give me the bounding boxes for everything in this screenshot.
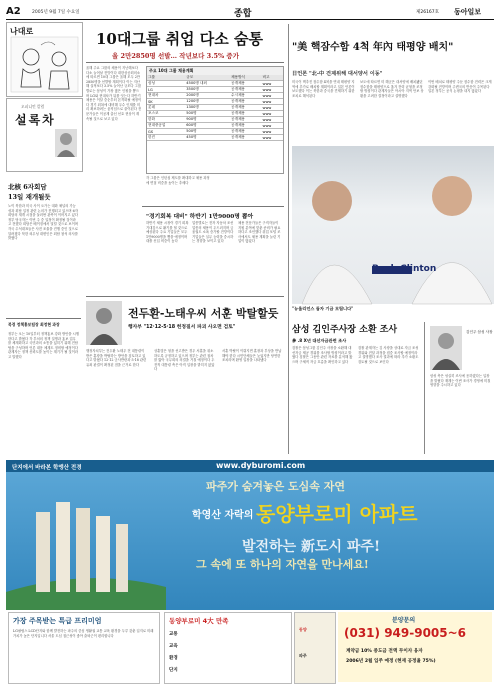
samsung-article: [292, 322, 494, 457]
table-cell: GS: [147, 129, 185, 135]
table-cell: 공개채용: [230, 111, 261, 117]
columnist-portrait: [55, 129, 77, 157]
table-header: 규모: [185, 75, 230, 81]
ad-site[interactable]: www.dyburomi.com: [216, 461, 306, 470]
map-label: 파주: [299, 653, 307, 658]
middle-article: [86, 296, 284, 457]
column-divider: [288, 24, 289, 454]
table-row: [147, 135, 283, 141]
sub-box-body-3: 채용 전문가들은 구직자들이 지원 분야에 맞춘 준비가 필요하다고 조언했다 취업 포털 조사에서도 채용 계획을 늘린 기업이 많았다: [238, 221, 281, 244]
table-cell: www: [262, 81, 283, 87]
table-cell: 공개채용: [230, 81, 261, 87]
table-cell: 공개채용: [230, 117, 261, 123]
ad-tagline: 파주가 숨겨놓은 도심속 자연: [206, 480, 345, 493]
table-cell: 450명: [185, 135, 230, 141]
paper-logo: 동아일보: [454, 7, 482, 16]
right-body-3: 이번 배치로 태평양 주둔 잠수함 전력은 크게 강화될 전망이며 주변국의 반응이 주목된다 일본 정부는 공식 논평을 내지 않았다: [428, 80, 493, 94]
benefit-item: 교통: [169, 632, 178, 637]
table-cell: 공개채용: [230, 99, 261, 105]
middle-body-3: 서훈 박탈이 이뤄지면 훈장과 부상을 반납해야 한다 시민단체들은 늦었지만 당연한 조치라며 환영 입장을 나타냈다: [222, 349, 282, 363]
table-cell: 현대차: [147, 93, 185, 99]
benefit-title: 동양부로미 4大 만족: [169, 617, 229, 625]
table-cell: 공개채용: [230, 87, 261, 93]
benefit-head: 가장 주목받는 특급 프리미엄: [13, 616, 102, 625]
right-article: [292, 22, 494, 322]
ad-banner-left: 단지에서 바라본 학앵산 전경: [12, 465, 82, 471]
sub-box-title: "경기회복 대비" 하반기 1만9000명 뽑아: [146, 214, 254, 220]
samsung-subhead: 參 .8 X년 대선자금관련 조사: [292, 338, 347, 343]
middle-body-2: 상훈법은 형을 선고받은 경우 서훈을 취소하도록 규정하고 있으며 정부는 관련 절차를 밟아 국무회의 의결을 거칠 예정이다 두 전직 대통령 측은 아직 입장을 밝히지 않았다: [154, 349, 216, 372]
issue-date: 2005년 9월 7일 수요일: [32, 10, 80, 15]
table-cell: 3500명: [185, 87, 230, 93]
table-cell: www: [262, 117, 283, 123]
table-cell: 500명: [185, 111, 230, 117]
table-cell: 수시채용: [230, 93, 261, 99]
table-cell: 900명: [185, 117, 230, 123]
portrait-illustration: [430, 326, 462, 370]
cartoon-title: 나대로: [10, 27, 34, 36]
table-header: 그룹: [147, 75, 185, 81]
ad-bottom-panel: [6, 610, 494, 685]
table-cell: www: [262, 93, 283, 99]
middle-photo-illustration: [86, 301, 122, 345]
section-label: 종합: [234, 9, 252, 19]
middle-body-1: 행정자치부는 전두환 노태우 전 대통령이 받은 훈장을 박탈하는 방안을 검토하고 있다고 밝혔다 12·12 군사반란과 5·18 관련 유죄 판결이 확정된 점을 근거로 한다: [86, 349, 148, 367]
table-cell: 공개채용: [230, 123, 261, 129]
contact-box: [338, 612, 492, 682]
samsung-body-2: 검찰 관계자는 김 사장을 상대로 자금 조성 경위와 전달 과정을 집중 조사할 예정이라고 설명했다 조사 결과에 따라 추가 소환도 검토될 것으로 보인다: [358, 346, 420, 364]
table-cell: www: [262, 111, 283, 117]
table-cell: 1200명: [185, 99, 230, 105]
samsung-body-1: 검찰은 삼성그룹 김인주 사장을 소환해 대선자금 제공 경위를 조사할 방침이라고 밝혔다 검찰은 그동안 관련 자료를 분석해 왔으며 구체적 자금 흐름을 확인하고 있다: [292, 346, 353, 364]
benefit-item: 교육: [169, 644, 178, 649]
sub-box-body-1: 하반기 채용 시장이 경기 회복 기대감으로 활기를 띨 것으로 예상된다 주요 기업들은 모두 1만9000명을 뽑을 예정이며 대졸 신입 비중이 높다: [146, 221, 190, 244]
column-title: 설록차: [15, 113, 56, 127]
lead-headline: 10대그룹 취업 다소 숨통: [96, 30, 263, 48]
benefit-body: LG필립스 LCD단지와 함께 발전하는 파주의 중심 생활권 교통 교육 환경을 두루 갖춘 입지로 미래 가치가 높은 단지입니다 서울 도심 접근성이 좋아 출퇴근이 편리합니다: [13, 629, 155, 638]
sub-box: [142, 206, 284, 293]
masthead: [6, 6, 494, 18]
table-cell: www: [262, 135, 283, 141]
samsung-headline: 삼성 김인주사장 소환 조사: [292, 325, 398, 335]
ad-slogan-2: 그 속에 또 하나의 자연을 만나세요!: [196, 558, 369, 571]
benefit-box: [8, 612, 160, 684]
table-cell: 600명: [185, 123, 230, 129]
table-header: 비고: [262, 75, 283, 81]
table-cell: 공개채용: [230, 105, 261, 111]
middle-subhead: 행자부 "12·12-5·18 헌정질서 파괴 사오면 검토": [128, 325, 236, 330]
samsung-body-3: 삼성 측은 성실히 조사에 응하겠다는 입장을 밝혔다 재계는 이번 조사가 경영에 미칠 영향을 주시하고 있다: [430, 374, 492, 388]
contact-label: 분양문의: [392, 617, 416, 624]
lead-article: [86, 22, 284, 292]
ad-slogan-1: 발전하는 新도시 파주!: [242, 539, 381, 555]
sub-box-body-2: 업종별로는 전자 자동차 조선 업종의 채용이 두드러지며 금융권도 소폭 증가할 전망이다 기업들은 실무 능력을 중시하는 경향을 보이고 있다: [192, 221, 235, 244]
table-cell: www: [262, 105, 283, 111]
photo-caption: "뉴올리언스 돕자 기금 모립니다": [292, 306, 354, 311]
table-cell: 포스코: [147, 111, 185, 117]
middle-photo: [86, 301, 122, 345]
issue-number: 제26167호: [416, 10, 440, 15]
right-subhead: 日언론 "北-中 견제위해 대서양서 이동": [292, 71, 383, 77]
sidebar-misc: 북경 정책홍보팀장 최정현 과장: [8, 322, 60, 327]
hiring-table-grid: [147, 75, 283, 141]
bush-clinton-photo: [292, 146, 494, 304]
table-cell: 삼성: [147, 81, 185, 87]
table-cell: 2000명: [185, 93, 230, 99]
lead-rule: [86, 62, 284, 63]
right-body-2: 보도에 따르면 미 해군은 대서양에 배치됐던 잠수함을 태평양으로 옮겨 전력 균형을 조정할 방침이다 관계자들은 아시아 지역 안보 상황을 고려한 결정이라고 설명했다: [360, 80, 424, 98]
sidebar-body-1: 노이 북한과 미국 사이 오가는 대화 채널의 가능성과 회담 일정 관련 논의가 진행되고 있으며 6자회담의 재개 시점을 둘러싼 관측이 이어지고 있다 정부 당국자는 이번 주 중 일정이 확정될 것이라고 전했다 회담은 베이징에서 열릴 것으로 보이며 각국 수석대표들은 사전 조율을 진행 중인 것으로 알려졌다 북한 외무성 대변인은 회담 참석 의사를 밝혔다: [8, 204, 80, 241]
column-box: [6, 98, 83, 172]
table-cell: LG: [147, 87, 185, 93]
table-cell: www: [262, 87, 283, 93]
table-cell: www: [262, 129, 283, 135]
lead-body-col2: 각 그룹은 인턴십 제도를 확대하고 채용 과정에 면접 비중을 높이는 추세다: [146, 176, 210, 185]
middle-headline: 전두환-노태우씨 서훈 박탈할듯: [128, 307, 279, 320]
portrait-caption: 김인주 삼성 사장: [466, 330, 493, 334]
table-cell: 500명: [185, 129, 230, 135]
benefit-item: 단지: [169, 668, 178, 673]
table-cell: www: [262, 99, 283, 105]
right-headline: "美 핵잠수함 4척 年內 태평양 배치": [292, 42, 454, 53]
photo-illustration: [292, 146, 494, 304]
cartoon-box: [6, 22, 83, 97]
location-map: [294, 612, 336, 684]
table-header: 채용방식: [230, 75, 261, 81]
ad-top-bar: [6, 460, 494, 472]
benefit-item: 환경: [169, 656, 178, 661]
sidebar: [6, 22, 81, 457]
kim-portrait: [430, 326, 462, 370]
ad-brand-prefix: 학영산 자락의: [192, 510, 254, 521]
table-cell: 4500명 내외: [185, 81, 230, 87]
table-cell: 공개채용: [230, 135, 261, 141]
column-headline-1: 北核 6자회담: [8, 183, 47, 191]
benefit-list: [164, 612, 292, 684]
table-cell: 현대중공업: [147, 123, 185, 129]
ad-brand-name: 동양부로미 아파트: [256, 502, 418, 526]
table-cell: 공개채용: [230, 129, 261, 135]
sidebar-body-2: 정부는 오는 10일부터 정책홍보 강화 방안을 시행한다고 밝혔다 각 부처의 정책 설명과 홍보 업무를 체계화하고 국민과의 소통을 넓히기 위해 전담팀을 구성하며 언론 대응 체계도 정비할 예정이다 관계자는 정책 신뢰도를 높이는 계기가 될 것이라고 말했다: [8, 332, 80, 359]
page-number: A2: [6, 6, 21, 17]
contract-terms: 계약금 10% 중도금 전액 무이자 융자: [346, 649, 423, 654]
masthead-rule: [6, 19, 494, 20]
table-cell: 1300명: [185, 105, 230, 111]
table-cell: 한진: [147, 135, 185, 141]
move-in-terms: 2006년 2월 입주 예정 (현재 공정율 75%): [346, 659, 436, 664]
column-headline-2: 13일 재개될듯: [8, 193, 51, 201]
photo-banner-text: Bush Clinton: [372, 264, 437, 274]
column-kicker: 오피니언 칼럼: [21, 104, 45, 109]
cartoon-illustration: [11, 37, 78, 92]
hiring-table: [146, 66, 284, 174]
map-label: 동양: [299, 627, 307, 632]
table-cell: SK: [147, 99, 185, 105]
table-cell: 한화: [147, 117, 185, 123]
samsung-divider: [424, 322, 425, 454]
sidebar-rule: [6, 318, 81, 319]
table-cell: 롯데: [147, 105, 185, 111]
apartment-ad: [6, 460, 494, 685]
table-cell: www: [262, 123, 283, 129]
lead-subhead: 올 2만2850명 선발… 작년보다 3.5% 증가: [112, 52, 239, 60]
contact-phone[interactable]: (031) 949-9005~6: [344, 626, 467, 640]
right-body-1: 미국이 핵추진 잠수함 4척을 연내 태평양 지역에 추가로 배치할 계획이라고 일본 언론이 보도했다 이는 북한과 중국을 견제하기 위한 조치로 해석된다: [292, 80, 356, 98]
lead-body-col1: 올해 주요 그룹의 채용이 지난해보다 다소 늘어날 전망이다 대한상공회의소에 따르면 10대 그룹은 올해 모두 2만2850명을 선발할 계획이다 이는 지난해 실적보다 3.5% 늘어난 규모다 그룹별로는 삼성이 가장 많은 인원을 뽑으며 LG와 현대차가 뒤를 잇는다 하반기 채용은 이달 중순부터 본격화될 예정이다 경기 회복에 대비해 우수 인재를 미리 확보하려는 움직임으로 풀이된다 전문가들은 이공계 출신 선호 현상이 계속될 것으로 보고 있다: [86, 66, 142, 121]
table-title: 주요 10대 그룹 채용계획: [147, 67, 283, 75]
